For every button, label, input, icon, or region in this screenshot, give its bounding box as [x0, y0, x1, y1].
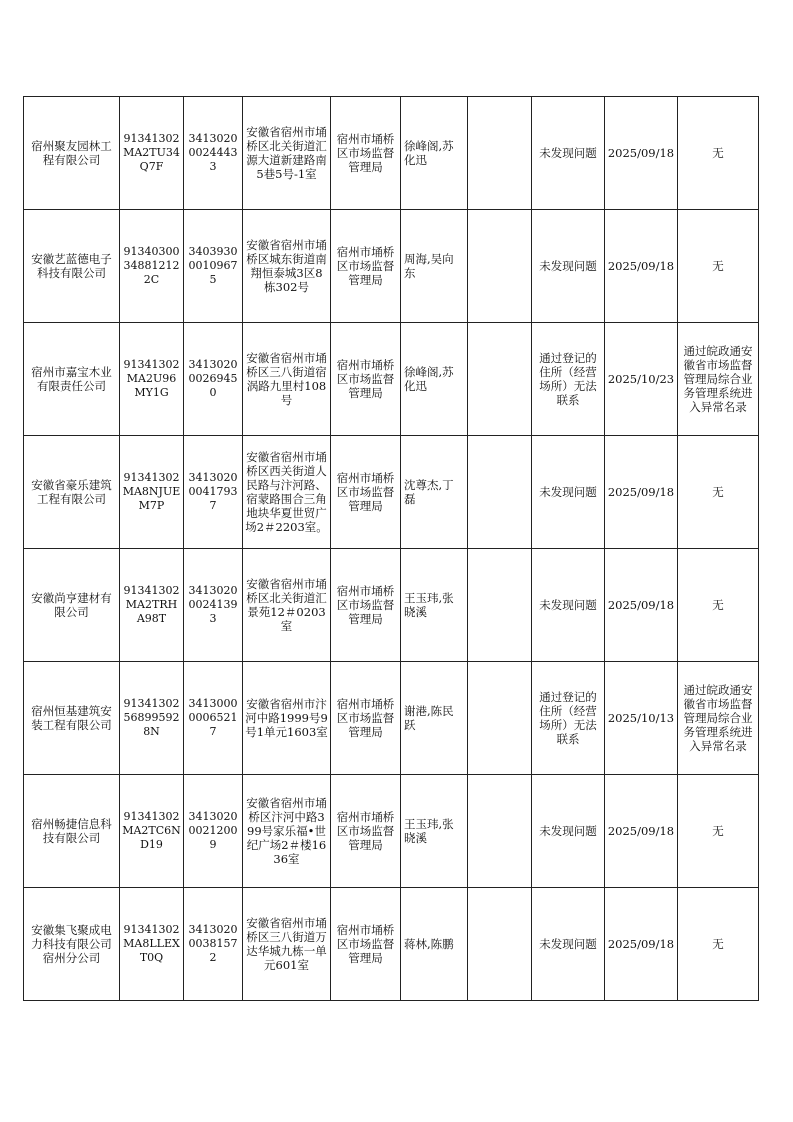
credit-code-cell: 91341302MA8LLEXT0Q [120, 888, 184, 1001]
credit-code-cell: 91341302MA2TRHA98T [120, 549, 184, 662]
inspection-date-cell: 2025/09/18 [605, 97, 678, 210]
remarks-cell: 无 [678, 549, 759, 662]
company-name-cell: 宿州市嘉宝木业有限责任公司 [24, 323, 120, 436]
remarks-cell: 无 [678, 775, 759, 888]
inspection-date-cell: 2025/09/18 [605, 775, 678, 888]
address-cell: 安徽省宿州市埇桥区北关街道汇景苑12＃0203室 [243, 549, 331, 662]
table-row [24, 888, 759, 1001]
inspectors-cell: 周海,吴向东 [401, 210, 468, 323]
company-name-cell: 安徽艺蓝德电子科技有限公司 [24, 210, 120, 323]
inspectors-cell: 徐峰阁,苏化迅 [401, 97, 468, 210]
inspection-result-cell: 未发现问题 [532, 97, 605, 210]
registration-number-cell: 341302000244433 [184, 97, 243, 210]
inspection-date-cell: 2025/10/23 [605, 323, 678, 436]
inspection-result-cell: 未发现问题 [532, 210, 605, 323]
remarks-cell: 无 [678, 888, 759, 1001]
company-name-cell: 安徽省豪乐建筑工程有限公司 [24, 436, 120, 549]
address-cell: 安徽省宿州市埇桥区城东街道南翔恒泰城3区8栋302号 [243, 210, 331, 323]
blank-cell [468, 210, 532, 323]
inspection-results-table [23, 96, 759, 1001]
credit-code-cell: 91341302MA2TC6ND19 [120, 775, 184, 888]
inspection-result-cell: 通过登记的住所（经营场所）无法联系 [532, 662, 605, 775]
credit-code-cell: 91341302MA2U96MY1G [120, 323, 184, 436]
inspection-result-cell: 通过登记的住所（经营场所）无法联系 [532, 323, 605, 436]
address-cell: 安徽省宿州市埇桥区西关街道人民路与汴河路、宿蒙路围合三角地块华夏世贸广场2＃2203室。 [243, 436, 331, 549]
authority-cell: 宿州市埇桥区市场监督管理局 [331, 888, 401, 1001]
authority-cell: 宿州市埇桥区市场监督管理局 [331, 436, 401, 549]
company-name-cell: 安徽尚亨建材有限公司 [24, 549, 120, 662]
blank-cell [468, 888, 532, 1001]
table-row [24, 97, 759, 210]
authority-cell: 宿州市埇桥区市场监督管理局 [331, 549, 401, 662]
table-row [24, 662, 759, 775]
remarks-cell: 通过皖政通安徽省市场监督管理局综合业务管理系统进入异常名录 [678, 662, 759, 775]
remarks-cell: 无 [678, 210, 759, 323]
inspection-date-cell: 2025/09/18 [605, 210, 678, 323]
inspectors-cell: 沈尊杰,丁磊 [401, 436, 468, 549]
credit-code-cell: 91340300348812122C [120, 210, 184, 323]
inspectors-cell: 蒋林,陈鹏 [401, 888, 468, 1001]
table-row [24, 775, 759, 888]
registration-number-cell: 341302000241393 [184, 549, 243, 662]
inspection-date-cell: 2025/09/18 [605, 549, 678, 662]
inspection-result-cell: 未发现问题 [532, 436, 605, 549]
address-cell: 安徽省宿州市埇桥区三八街道宿涡路九里村108号 [243, 323, 331, 436]
registration-number-cell: 340393000109675 [184, 210, 243, 323]
company-name-cell: 宿州畅捷信息科技有限公司 [24, 775, 120, 888]
table-row [24, 549, 759, 662]
company-name-cell: 安徽集飞聚成电力科技有限公司宿州分公司 [24, 888, 120, 1001]
remarks-cell: 无 [678, 436, 759, 549]
blank-cell [468, 775, 532, 888]
table-row [24, 210, 759, 323]
blank-cell [468, 97, 532, 210]
blank-cell [468, 549, 532, 662]
registration-number-cell: 341302000269450 [184, 323, 243, 436]
address-cell: 安徽省宿州市埇桥区北关街道汇源大道新建路南5巷5号-1室 [243, 97, 331, 210]
inspection-result-cell: 未发现问题 [532, 549, 605, 662]
registration-number-cell: 341302000417937 [184, 436, 243, 549]
registration-number-cell: 341300000065217 [184, 662, 243, 775]
inspectors-cell: 徐峰阁,苏化迅 [401, 323, 468, 436]
credit-code-cell: 91341302MA2TU34Q7F [120, 97, 184, 210]
registration-number-cell: 341302000381572 [184, 888, 243, 1001]
inspection-date-cell: 2025/09/18 [605, 888, 678, 1001]
authority-cell: 宿州市埇桥区市场监督管理局 [331, 210, 401, 323]
blank-cell [468, 323, 532, 436]
inspection-date-cell: 2025/10/13 [605, 662, 678, 775]
address-cell: 安徽省宿州市埇桥区汴河中路399号家乐福•世纪广场2＃楼1636室 [243, 775, 331, 888]
table-body [24, 97, 759, 1001]
address-cell: 安徽省宿州市埇桥区三八街道万达华城九栋一单元601室 [243, 888, 331, 1001]
company-name-cell: 宿州恒基建筑安装工程有限公司 [24, 662, 120, 775]
inspection-result-cell: 未发现问题 [532, 888, 605, 1001]
inspectors-cell: 王玉玮,张晓溪 [401, 549, 468, 662]
credit-code-cell: 91341302MA8NJUEM7P [120, 436, 184, 549]
table-row [24, 323, 759, 436]
blank-cell [468, 436, 532, 549]
inspectors-cell: 王玉玮,张晓溪 [401, 775, 468, 888]
registration-number-cell: 341302000212009 [184, 775, 243, 888]
inspection-date-cell: 2025/09/18 [605, 436, 678, 549]
authority-cell: 宿州市埇桥区市场监督管理局 [331, 323, 401, 436]
authority-cell: 宿州市埇桥区市场监督管理局 [331, 97, 401, 210]
address-cell: 安徽省宿州市汴河中路1999号9号1单元1603室 [243, 662, 331, 775]
remarks-cell: 通过皖政通安徽省市场监督管理局综合业务管理系统进入异常名录 [678, 323, 759, 436]
credit-code-cell: 91341302568995928N [120, 662, 184, 775]
table-row [24, 436, 759, 549]
remarks-cell: 无 [678, 97, 759, 210]
inspectors-cell: 谢港,陈民跃 [401, 662, 468, 775]
authority-cell: 宿州市埇桥区市场监督管理局 [331, 662, 401, 775]
blank-cell [468, 662, 532, 775]
company-name-cell: 宿州聚友园林工程有限公司 [24, 97, 120, 210]
inspection-result-cell: 未发现问题 [532, 775, 605, 888]
authority-cell: 宿州市埇桥区市场监督管理局 [331, 775, 401, 888]
